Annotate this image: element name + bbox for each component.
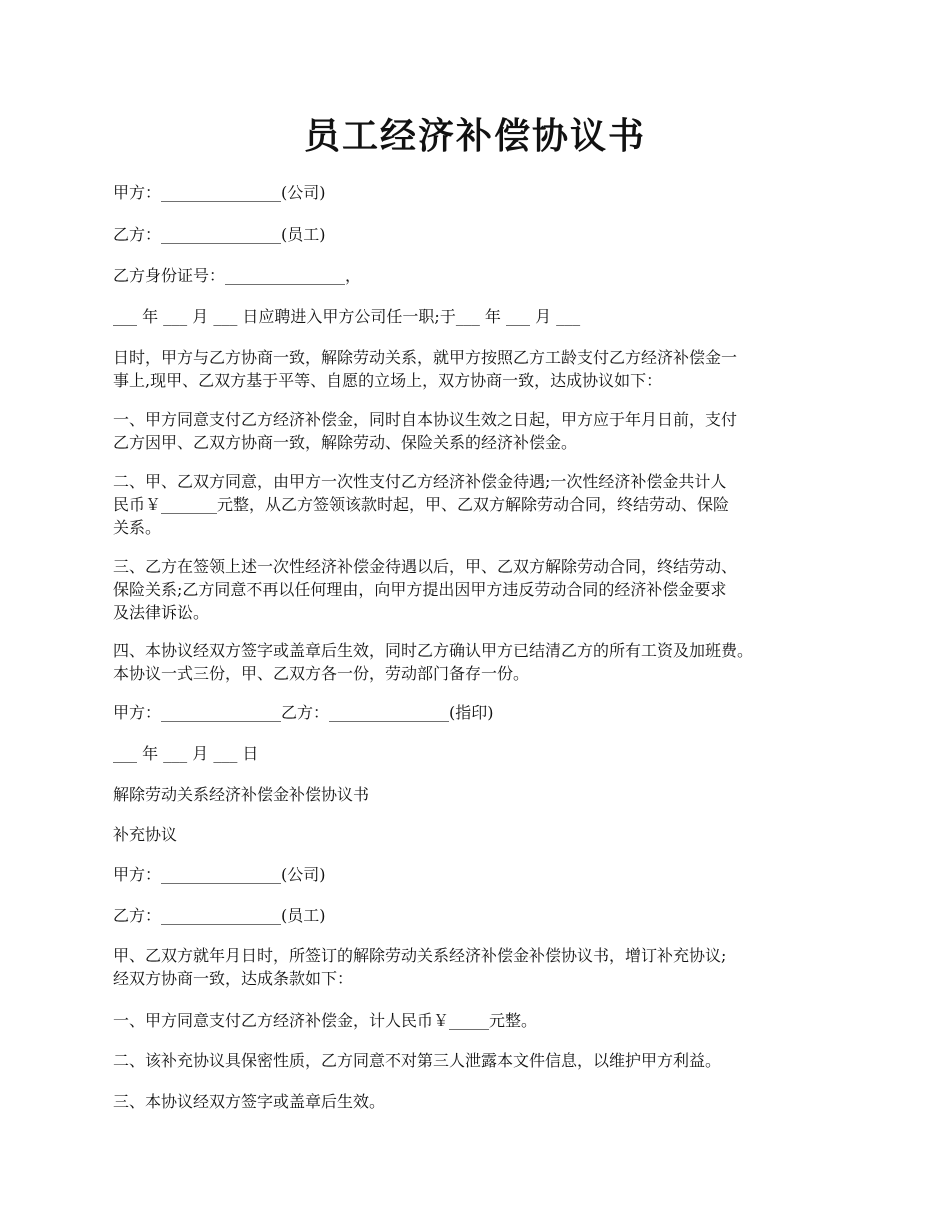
preamble-paragraph: 日时，甲方与乙方协商一致，解除劳动关系，就甲方按照乙方工龄支付乙方经济补偿金一 事上,现甲、乙双方基于平等、自愿的立场上，双方协商一致，达成协议如下： xyxy=(113,348,738,390)
document-title: 员工经济补偿协议书 xyxy=(303,115,646,157)
supplement-preamble: 甲、乙双方就年月日时，所签订的解除劳动关系经济补偿金补偿协议书，增订补充协议; 经双方协商一致，达成条款如下： xyxy=(113,946,727,988)
clause-2: 二、甲、乙双方同意，由甲方一次性支付乙方经济补偿金待遇;一次性经济补偿金共计人 民币￥_______元整，从乙方签领该款时起，甲、乙双方解除劳动合同，终结劳动、保险 关系。 xyxy=(113,472,730,537)
signature-date-line: ___ 年 ___ 月 ___ 日 xyxy=(113,744,259,763)
party-b-id-line: 乙方身份证号：_______________， xyxy=(113,266,362,285)
signature-line: 甲方：_______________乙方：_______________(指印) xyxy=(113,703,494,722)
party-a-line: 甲方：_______________(公司) xyxy=(113,183,326,202)
supplement-heading: 解除劳动关系经济补偿金补偿协议书 xyxy=(113,785,370,804)
employment-date-line: ___ 年 ___ 月 ___ 日应聘进入甲方公司任一职;于___ 年 ___ 月 ___ xyxy=(113,307,581,326)
supplement-subheading: 补充协议 xyxy=(113,825,178,844)
clause-3: 三、乙方在签领上述一次性经济补偿金待遇以后，甲、乙双方解除劳动合同，终结劳动、 保险关系;乙方同意不再以任何理由，向甲方提出因甲方违反劳动合同的经济补偿金要求 及法律诉讼。 xyxy=(113,557,738,622)
supplement-party-a-line: 甲方：_______________(公司) xyxy=(113,865,326,884)
clause-1: 一、甲方同意支付乙方经济补偿金，同时自本协议生效之日起，甲方应于年月日前，支付 乙方因甲、乙双方协商一致，解除劳动、保险关系的经济补偿金。 xyxy=(113,410,738,452)
party-b-line: 乙方：_______________(员工) xyxy=(113,225,326,244)
supplement-clause-1: 一、甲方同意支付乙方经济补偿金，计人民币￥_____元整。 xyxy=(113,1011,538,1030)
supplement-clause-2: 二、该补充协议具保密性质，乙方同意不对第三人泄露本文件信息，以维护甲方利益。 xyxy=(113,1051,722,1070)
supplement-clause-3: 三、本协议经双方签字或盖章后生效。 xyxy=(113,1092,386,1111)
clause-4: 四、本协议经双方签字或盖章后生效，同时乙方确认甲方已结清乙方的所有工资及加班费。 本协议一式三份，甲、乙双方各一份，劳动部门备存一份。 xyxy=(113,641,754,683)
supplement-party-b-line: 乙方：_______________(员工) xyxy=(113,906,326,925)
